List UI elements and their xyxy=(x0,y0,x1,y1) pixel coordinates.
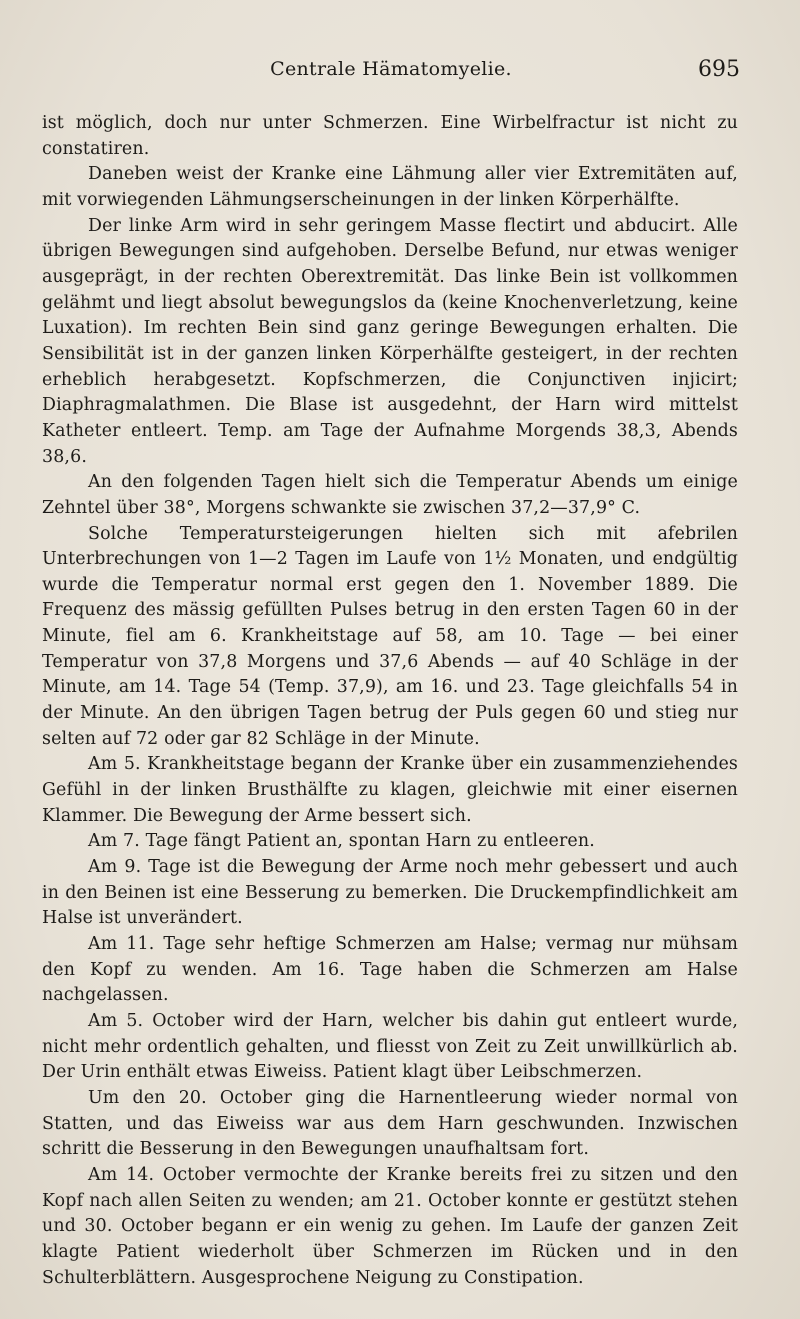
paragraph: Der linke Arm wird in sehr geringem Masse flectirt und abducirt. Alle übrigen Bewegungen sind aufgehoben. Derselbe Befund, nur etwas weniger ausgeprägt, in der rechten Oberextremität. Das linke Bein ist vollkommen gelähmt und liegt absolut bewegungslos da (keine Knochenverletzung, keine Luxation). Im rechten Bein sind ganz geringe Bewegungen erhalten. Die Sensibilität ist in der ganzen linken Körperhälfte gesteigert, in der rechten erheblich herabgesetzt. Kopfschmerzen, die Conjunctiven injicirt; Diaphragmalathmen. Die Blase ist ausgedehnt, der Harn wird mittelst Katheter entleert. Temp. am Tage der Aufnahme Morgends 38,3, Abends 38,6. xyxy=(42,215,738,467)
page-header xyxy=(42,58,740,88)
paragraph: Solche Temperatursteigerungen hielten sich mit afebrilen Unterbrechungen von 1—2 Tagen im Laufe von 1½ Monaten, und endgültig wurde die Temperatur normal erst gegen den 1. November 1889. Die Frequenz des mässig gefüllten Pulses betrug in den ersten Tagen 60 in der Minute, fiel am 6. Krankheitstage auf 58, am 10. Tage — bei einer Temperatur von 37,8 Morgens und 37,6 Abends — auf 40 Schläge in der Minute, am 14. Tage 54 (Temp. 37,9), am 16. und 23. Tage gleichfalls 54 in der Minute. An den übrigen Tagen betrug der Puls gegen 60 und stieg nur selten auf 72 oder gar 82 Schläge in der Minute. xyxy=(42,523,738,749)
paragraph: Am 14. October vermochte der Kranke bereits frei zu sitzen und den Kopf nach allen Seiten zu wenden; am 21. October konnte er gestützt stehen und 30. October begann er ein wenig zu gehen. Im Laufe der ganzen Zeit klagte Patient wiederholt über Schmerzen im Rücken und in den Schulterblättern. Ausgesprochene Neigung zu Constipation. xyxy=(42,1164,738,1288)
paragraph: Am 5. October wird der Harn, welcher bis dahin gut entleert wurde, nicht mehr ordentlich gehalten, und fliesst von Zeit zu Zeit unwillkürlich ab. Der Urin enthält etwas Eiweiss. Patient klagt über Leibschmerzen. xyxy=(42,1010,738,1083)
paragraph: Am 11. Tage sehr heftige Schmerzen am Halse; vermag nur mühsam den Kopf zu wenden. Am 16. Tage haben die Schmerzen am Halse nachgelassen. xyxy=(42,934,738,1006)
paragraph: ist möglich, doch nur unter Schmerzen. Eine Wirbelfractur ist nicht zu constatiren. xyxy=(42,113,738,159)
body-text xyxy=(42,111,738,1291)
paragraph: Am 9. Tage ist die Bewegung der Arme noch mehr gebessert und auch in den Beinen ist eine Besserung zu bemerken. Die Druckempfindlichkeit am Halse ist unverändert. xyxy=(42,857,738,929)
paragraph: Am 7. Tage fängt Patient an, spontan Harn zu entleeren. xyxy=(88,831,595,852)
paragraph: An den folgenden Tagen hielt sich die Temperatur Abends um einige Zehntel über 38°, Morgens schwankte sie zwischen 37,2—37,9° C. xyxy=(42,472,738,518)
running-title: Centrale Hämatomyelie. xyxy=(270,58,512,80)
paragraph: Um den 20. October ging die Harnentleerung wieder normal von Statten, und das Eiweiss war aus dem Harn geschwunden. Inzwischen schritt die Besserung in den Bewegungen unaufhaltsam fort. xyxy=(42,1087,738,1160)
paragraph: Daneben weist der Kranke eine Lähmung aller vier Extremitäten auf, mit vorwiegenden Lähmungserscheinungen in der linken Körperhälfte. xyxy=(42,164,738,210)
page-number: 695 xyxy=(698,57,740,82)
paragraph: Am 5. Krankheitstage begann der Kranke über ein zusammenziehendes Gefühl in der linken Brusthälfte zu klagen, gleichwie mit einer eisernen Klammer. Die Bewegung der Arme bessert sich. xyxy=(42,754,738,826)
